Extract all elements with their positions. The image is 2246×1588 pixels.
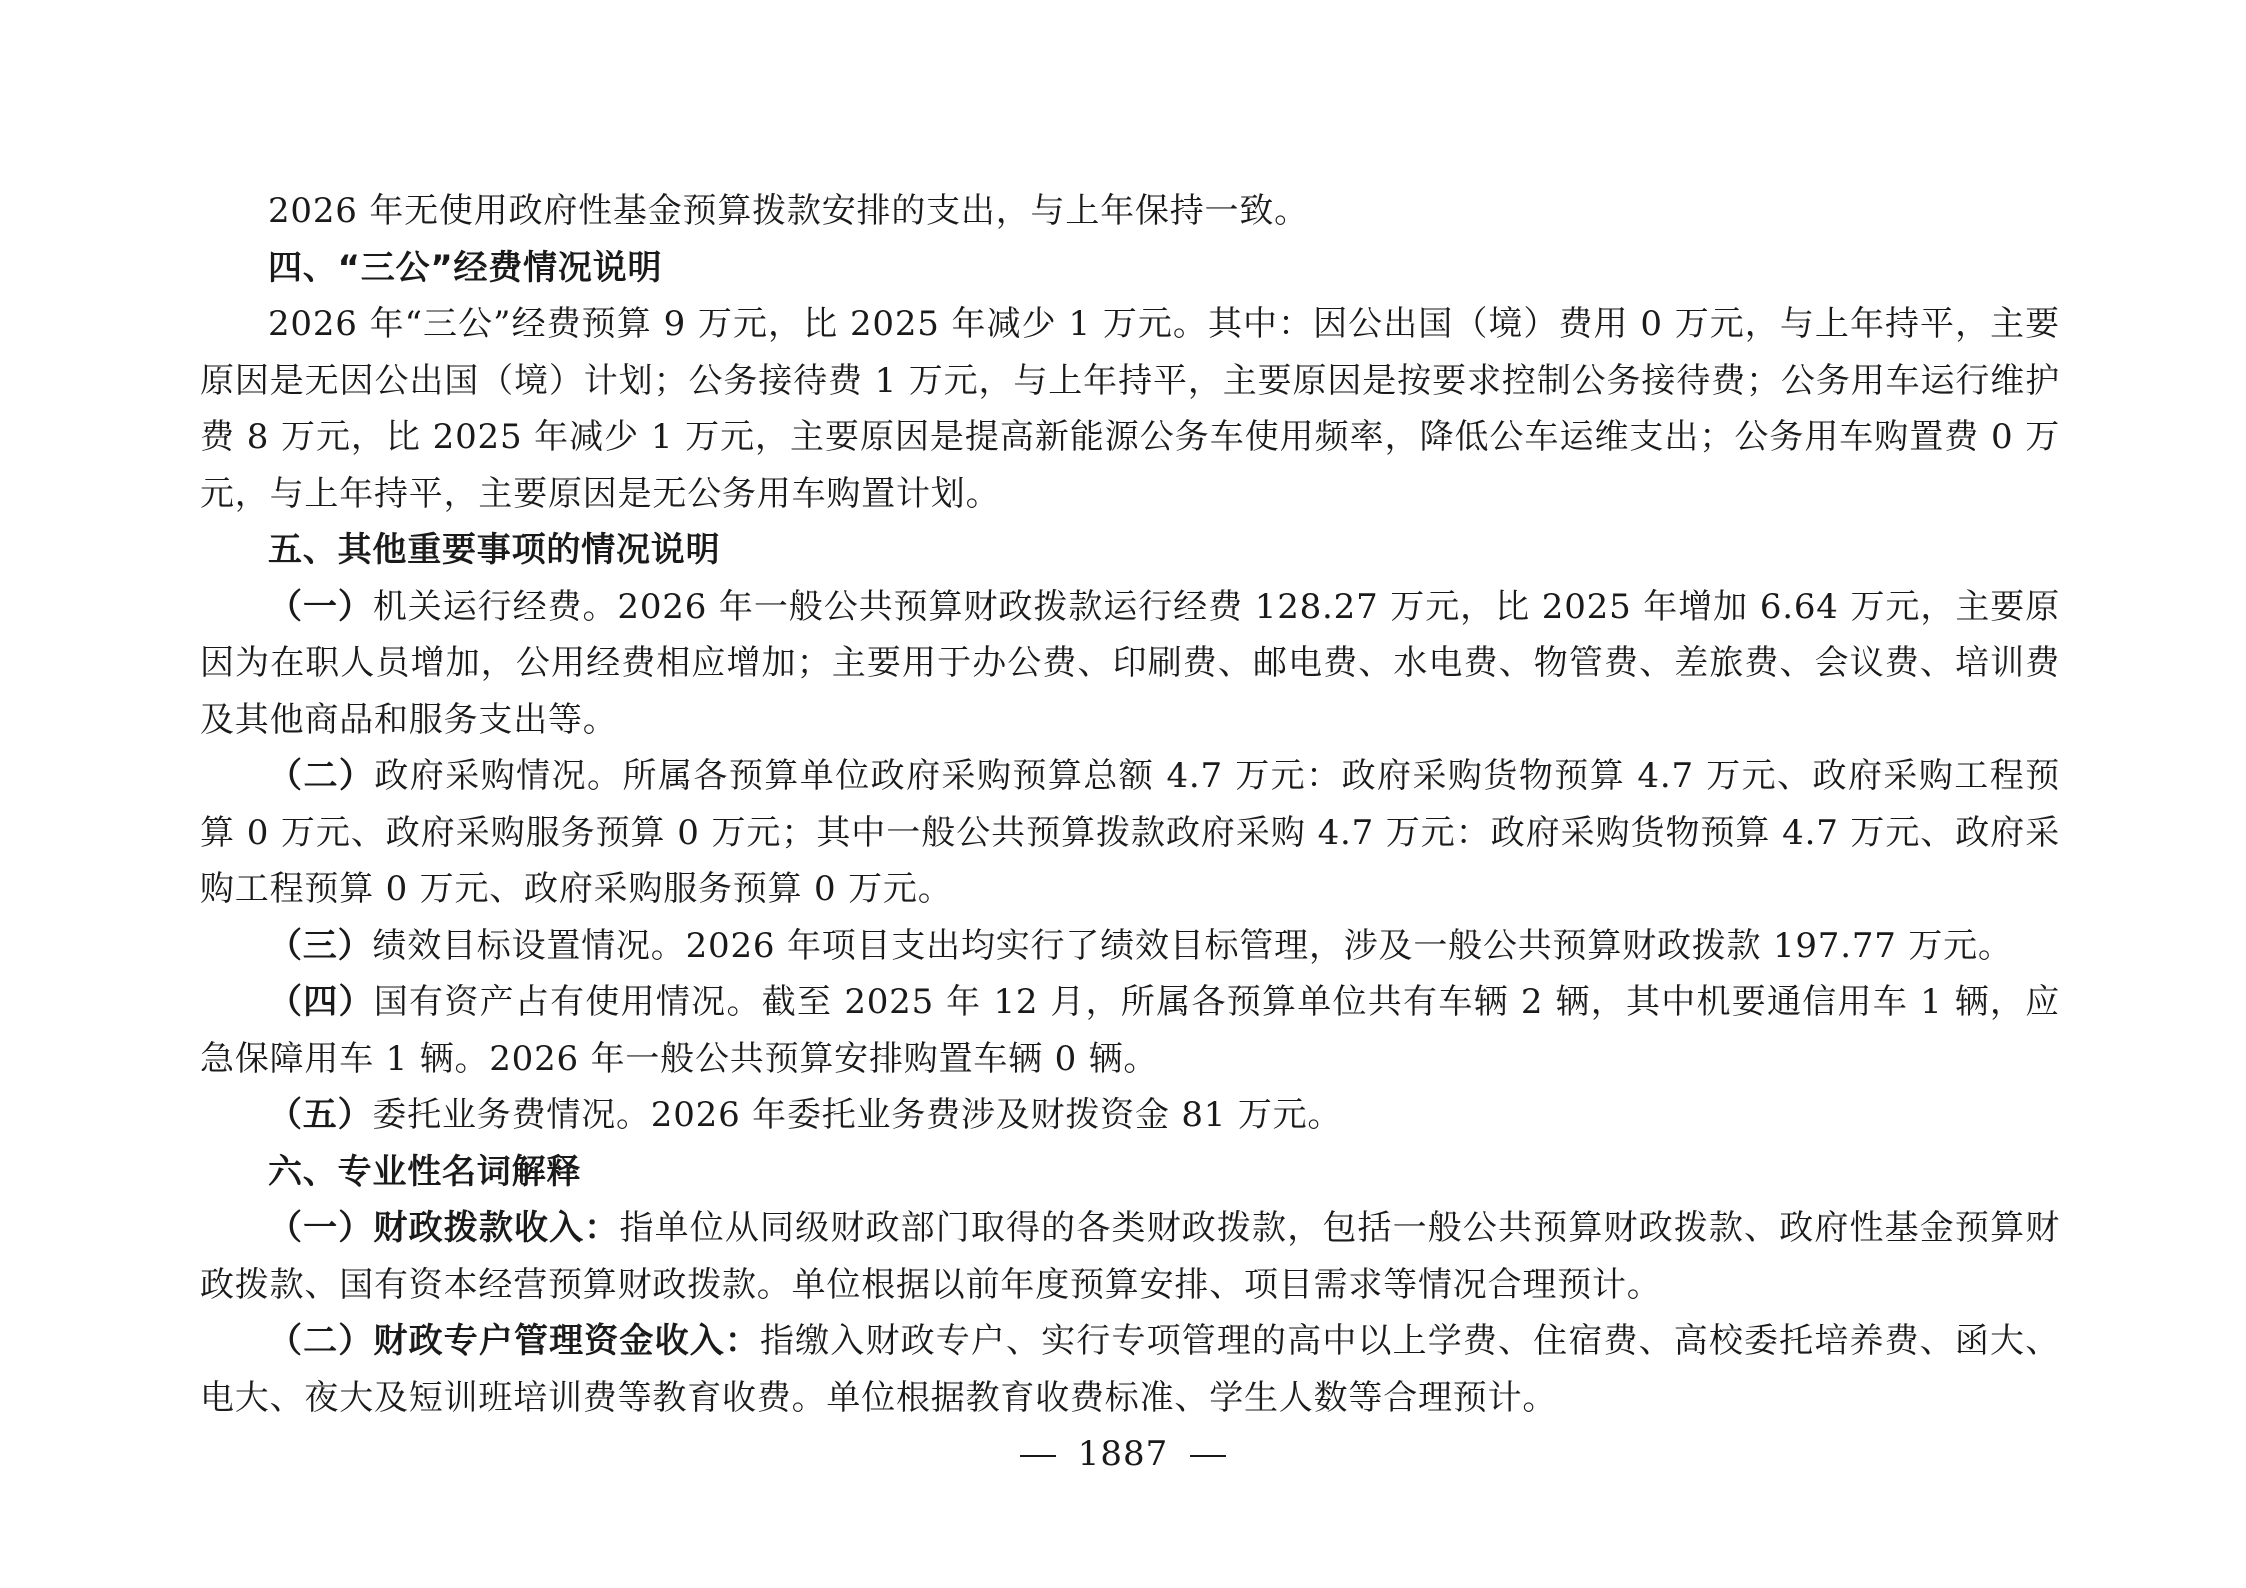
paragraph-text: 机关运行经费。2026 年一般公共预算财政拨款运行经费 128.27 万元，比 2025 年增加 6.64 万元，主要原因为在职人员增加，公用经费相应增加；主要用于办公费、印刷费、邮电费、水电费、物管费、差旅费、会议费、培训费及其他商品和服务支出等。 (200, 586, 2060, 740)
paragraph-text: 指缴入财政专户、实行专项管理的高中以上学费、住宿费、高校委托培养费、函大、电大、夜大及短训班培训费等教育收费。单位根据教育收费标准、学生人数等合理预计。 (200, 1321, 2060, 1418)
page-footer (0, 1434, 2246, 1474)
paragraph-lead: （一）财政拨款收入： (268, 1208, 620, 1248)
section-heading-three-public: 四、“三公”经费情况说明 (268, 247, 663, 288)
paragraph-text: 2026 年无使用政府性基金预算拨款安排的支出，与上年保持一致。 (268, 191, 1309, 231)
paragraph-lead: （三） (268, 925, 373, 966)
paragraph-performance-goals (200, 918, 2060, 975)
footer-dash-right (1190, 1455, 1226, 1457)
paragraph-lead: （五） (268, 1095, 373, 1135)
paragraph-commission-fees (200, 1087, 2060, 1144)
document-body (200, 183, 2060, 1426)
section-heading-glossary: 六、专业性名词解释 (268, 1151, 582, 1192)
paragraph-text: 政府采购情况。所属各预算单位政府采购预算总额 4.7 万元：政府采购货物预算 4.7 万元、政府采购工程预算 0 万元、政府采购服务预算 0 万元；其中一般公共预算拨款政府采购 4.7 万元：政府采购货物预算 4.7 万元、政府采购工程预算 0 万元、政府采购服务预算 0 万元。 (200, 756, 2060, 909)
paragraph-text: 国有资产占有使用情况。截至 2025 年 12 月，所属各预算单位共有车辆 2 辆，其中机要通信用车 1 辆，应急保障用车 1 辆。2026 年一般公共预算安排购置车辆 0 辆。 (200, 982, 2060, 1079)
paragraph-text: 指单位从同级财政部门取得的各类财政拨款，包括一般公共预算财政拨款、政府性基金预算财政拨款、国有资本经营预算财政拨款。单位根据以前年度预算安排、项目需求等情况合理预计。 (200, 1208, 2061, 1305)
paragraph-state-assets (200, 974, 2060, 1087)
paragraph-lead: （四） (268, 982, 374, 1022)
paragraph-fund-budget (200, 183, 2060, 240)
paragraph-operating-costs (200, 579, 2060, 749)
paragraph-lead: （一） (268, 586, 373, 627)
paragraph-text: 绩效目标设置情况。2026 年项目支出均实行了绩效目标管理，涉及一般公共预算财政拨款 197.77 万元。 (372, 925, 2013, 966)
paragraph-special-account (200, 1313, 2060, 1426)
paragraph-text: 委托业务费情况。2026 年委托业务费涉及财拨资金 81 万元。 (372, 1095, 1343, 1135)
paragraph-lead: （二）财政专户管理资金收入： (268, 1321, 761, 1361)
paragraph-text: 2026 年“三公”经费预算 9 万元，比 2025 年减少 1 万元。其中：因公出国（境）费用 0 万元，与上年持平，主要原因是无因公出国（境）计划；公务接待费 1 万元，与上年持平，主要原因是按要求控制公务接待费；公务用车运行维护费 8 万元，比 2025 年减少 1 万元，主要原因是提高新能源公务车使用频率，降低公车运维支出；公务用车购置费 0 万元，与上年持平，主要原因是无公务用车购置计划。 (200, 304, 2060, 514)
footer-dash-left (1020, 1455, 1056, 1457)
paragraph-fiscal-appropriation (200, 1200, 2060, 1313)
paragraph-lead: （二） (268, 756, 375, 796)
paragraph-procurement (200, 748, 2060, 918)
paragraph-three-public (200, 296, 2060, 522)
page-number: 1887 (1077, 1434, 1169, 1474)
section-heading-other-matters: 五、其他重要事项的情况说明 (268, 530, 721, 570)
